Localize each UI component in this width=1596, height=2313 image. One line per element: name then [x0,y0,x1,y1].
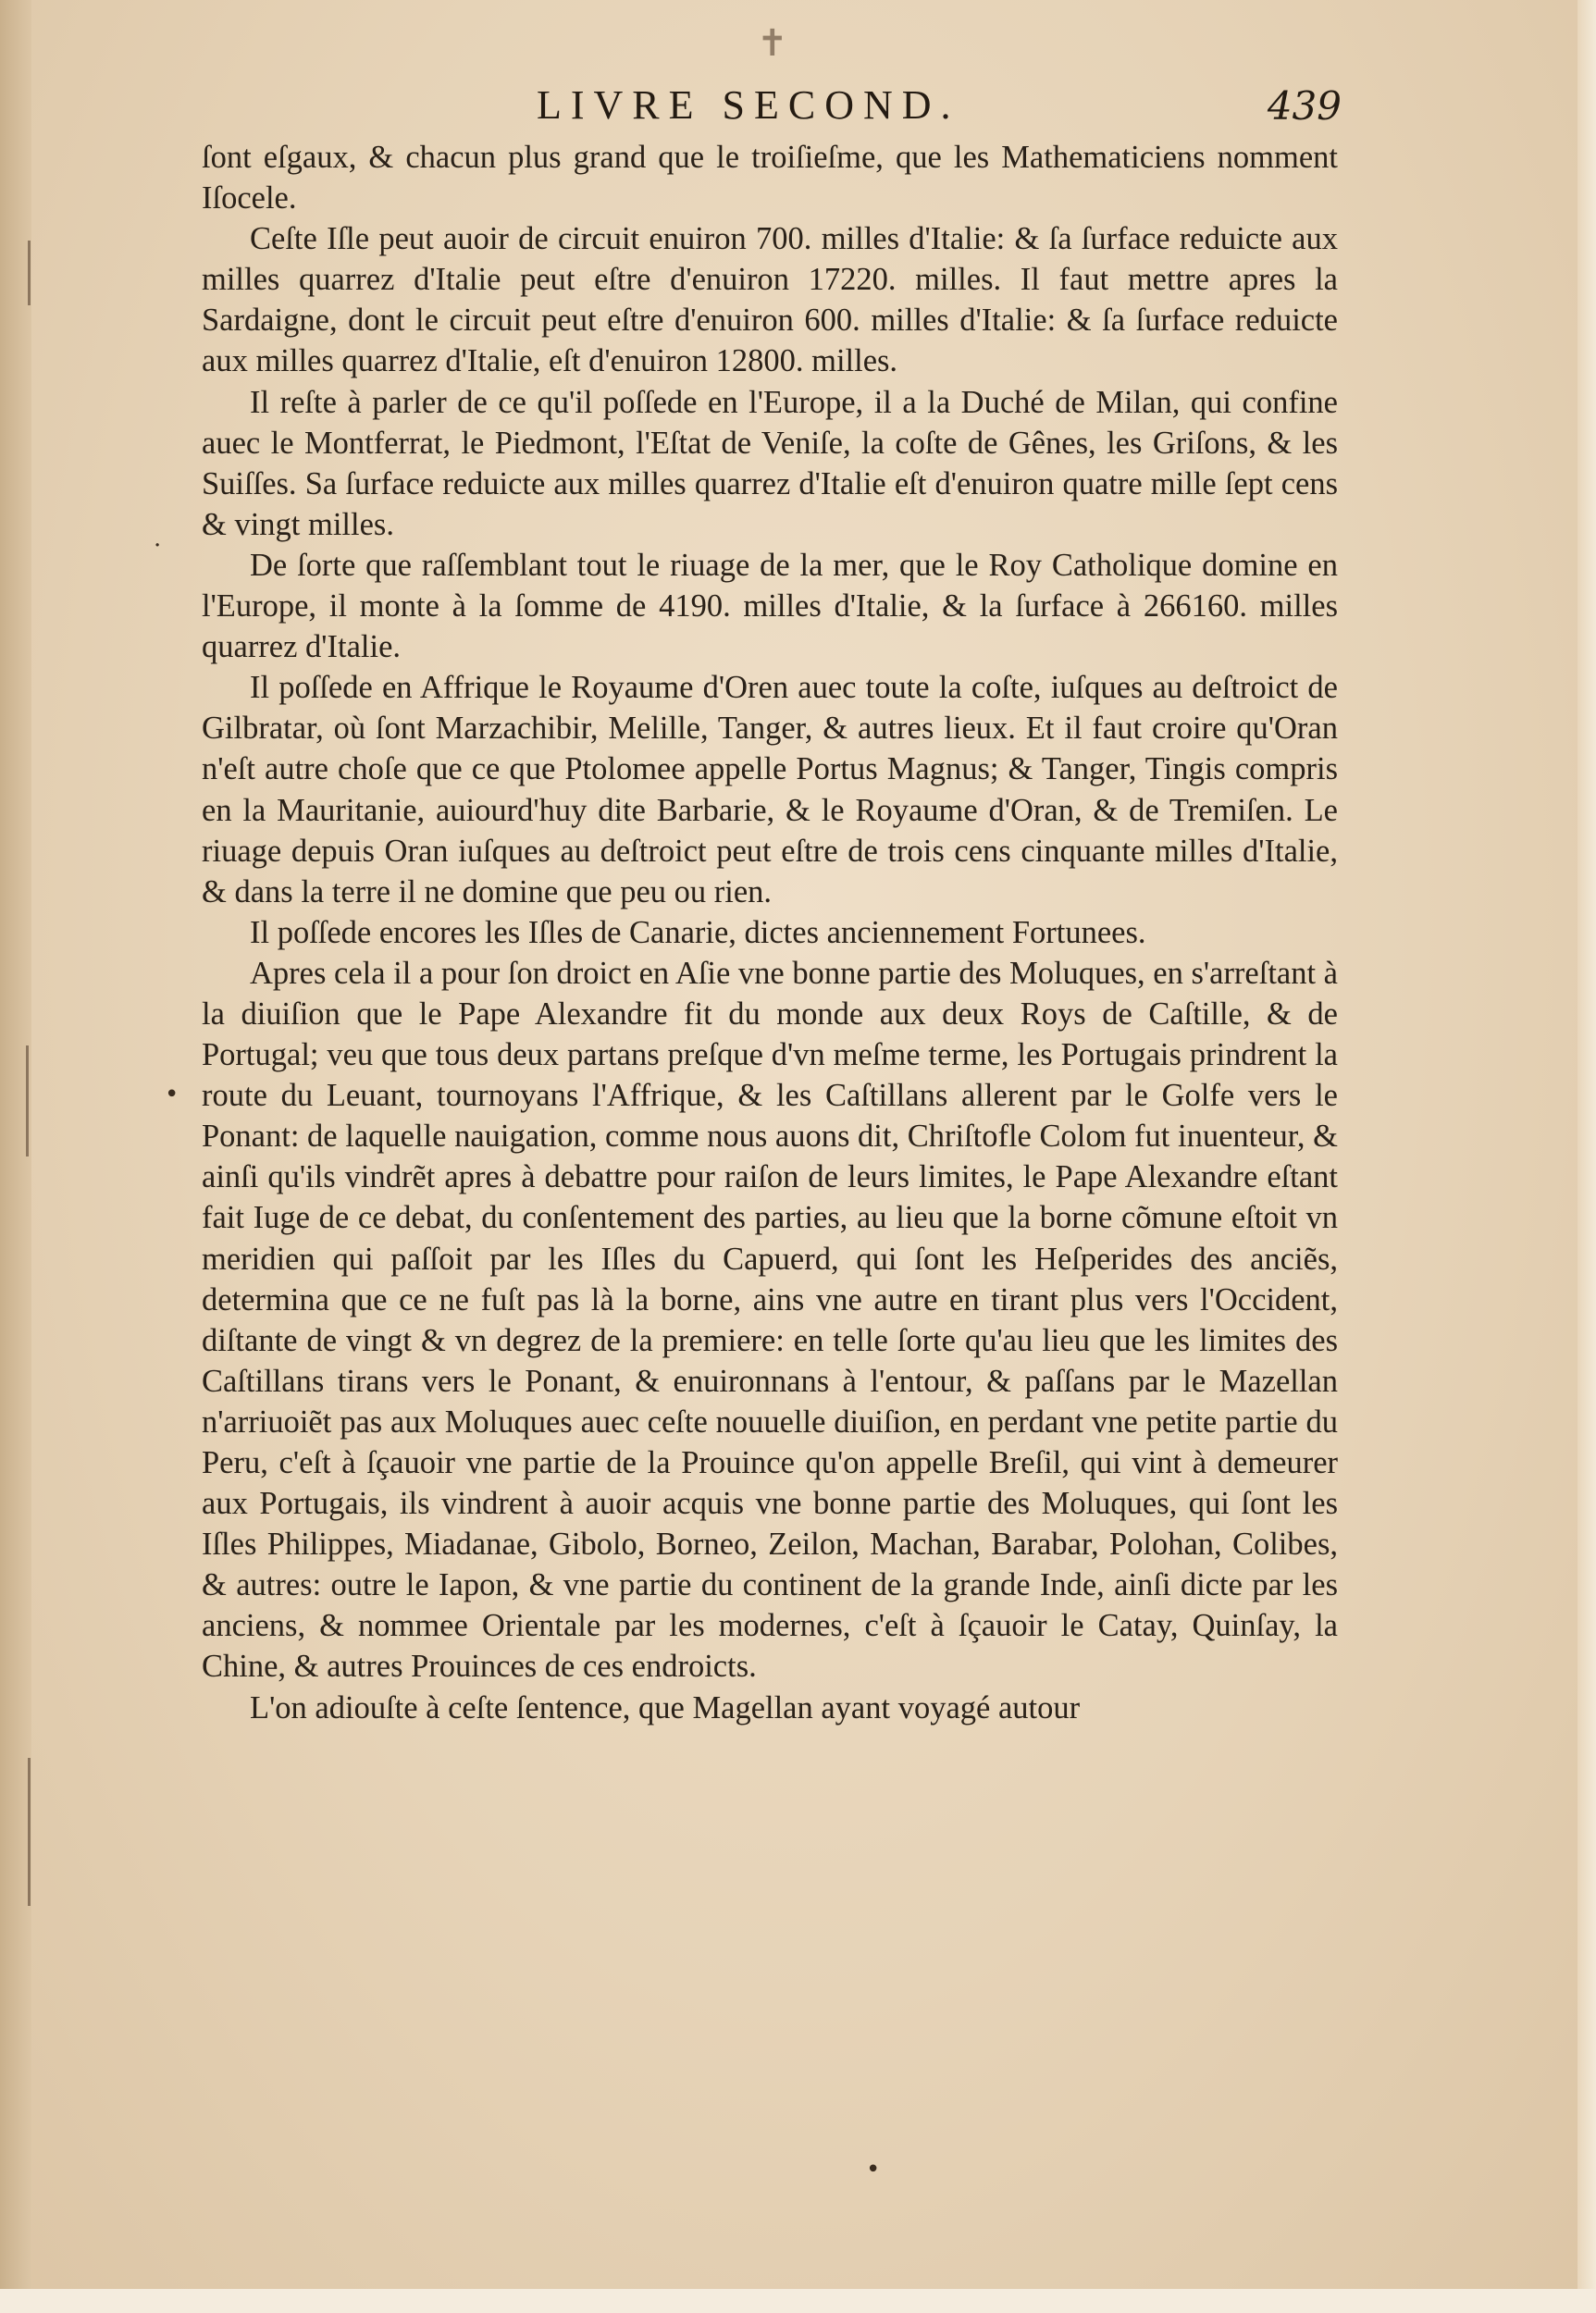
margin-dot-mark: • [866,2156,881,2183]
paragraph-7: Apres cela il a pour ſon droict en Aſie vne bonne partie des Moluques, en s'arreſtant à la diuiſion que le Pape Alexandre fit du monde aux deux Roys de Caſtille, & de Portugal; veu que tous deux partans preſque d'vn meſme terme, les Portugais prindrent la route du Leuant, tournoyans l'Affrique, & les Caſtillans allerent par le Golfe vers le Ponant: de laquelle nauigation, comme nous auons dit, Chriſtofle Colom fut inuenteur, & ainſi qu'ils vindrẽt apres à debattre pour raiſon de leurs limites, le Pape Alexandre eſtant fait Iuge de ce debat, du conſentement des parties, au lieu que la borne cõmune eſtoit vn meridien qui paſſoit par les Iſles du Capuerd, qui ſont les Heſperides des anciẽs, determina que ce ne fuſt pas là la borne, ains vne autre en tirant plus vers l'Occident, diſtante de vingt & vn degrez de la premiere: en telle ſorte qu'au lieu que les limites des Caſtillans tirans vers le Ponant, & enuironnans à l'entour, & paſſans par le Mazellan n'arriuoiẽt pas aux Moluques auec ceſte nouuelle diuiſion, en perdant vne petite partie du Peru, c'eſt à ſçauoir vne partie de la Prouince qu'on appelle Breſil, qui vint à demeurer aux Portugais, ils vindrent à auoir acquis vne bonne partie des Moluques, qui ſont les Iſles Philippes, Miadanae, Gibolo, Borneo, Zeilon, Machan, Barabar, Polohan, Colibes, & autres: outre le Iapon, & vne partie du continent de la grande Inde, ainſi dicte par les anciens, & nommee Orientale par les modernes, c'eſt à ſçauoir le Catay, Quinſay, la Chine, & autres Prouinces de ces endroicts. [202,955,1338,1685]
margin-dot-mark: · [154,532,162,560]
body-text [202,137,1338,1728]
top-ornament-icon: ✝ [757,22,788,65]
paragraph-3: Il reſte à parler de ce qu'il poſſede en l'Europe, il a la Duché de Milan, qui confine auec le Montferrat, le Piedmont, l'Eſtat de Veniſe, la coſte de Gênes, les Griſons, & les Suiſſes. Sa ſurface reduicte aux milles quarrez d'Italie eſt d'enuiron quatre mille ſept cens & vingt milles. [202,384,1338,542]
margin-dot-mark: • [165,1081,179,1108]
page-gutter-shadow [0,0,31,2313]
page-header [204,74,1342,135]
paragraph-5: Il poſſede en Affrique le Royaume d'Oren auec toute la coſte, iuſques au deſtroict de Gilbratar, où ſont Marzachibir, Melille, Tanger, & autres lieux. Et il faut croire qu'Oran n'eſt autre choſe que ce que Ptolomee appelle Portus Magnus; & Tanger, Tingis compris en la Mauritanie, auiourd'huy dite Barbarie, & le Royaume d'Oran, & de Tremiſen. Le riuage depuis Oran iuſques au deſtroict peut eſtre de trois cens cinquante milles d'Italie, & dans la terre il ne domine que peu ou rien. [202,670,1338,909]
page-right-edge [1577,0,1596,2313]
paragraph-1: ſont eſgaux, & chacun plus grand que le troiſieſme, que les Mathematiciens nomment Iſocele. [202,140,1338,216]
paragraph-4: De ſorte que raſſemblant tout le riuage de la mer, que le Roy Catholique domine en l'Europe, il monte à la ſomme de 4190. milles d'Italie, & la ſurface à 266160. milles quarrez d'Italie. [202,547,1338,665]
margin-bar-mark [26,1045,29,1156]
page-bottom-edge [0,2289,1596,2313]
running-head: LIVRE SECOND. [537,82,960,128]
paragraph-6: Il poſſede encores les Iſles de Canarie, dictes anciennement Fortunees. [250,914,1146,950]
margin-bar-mark [28,1758,31,1906]
margin-bar-mark [28,241,31,305]
paragraph-8: L'on adiouſte à ceſte ſentence, que Magellan ayant voyagé autour [250,1689,1081,1725]
page-number: 439 [1267,83,1342,129]
paragraph-2: Ceſte Iſle peut auoir de circuit enuiron 700. milles d'Italie: & ſa ſurface reduicte aux milles quarrez d'Italie peut eſtre d'enuiron 17220. milles. Il faut mettre apres la Sardaigne, dont le circuit peut eſtre d'enuiron 600. milles d'Italie: & ſa ſurface reduicte aux milles quarrez d'Italie, eſt d'enuiron 12800. milles. [202,221,1338,379]
